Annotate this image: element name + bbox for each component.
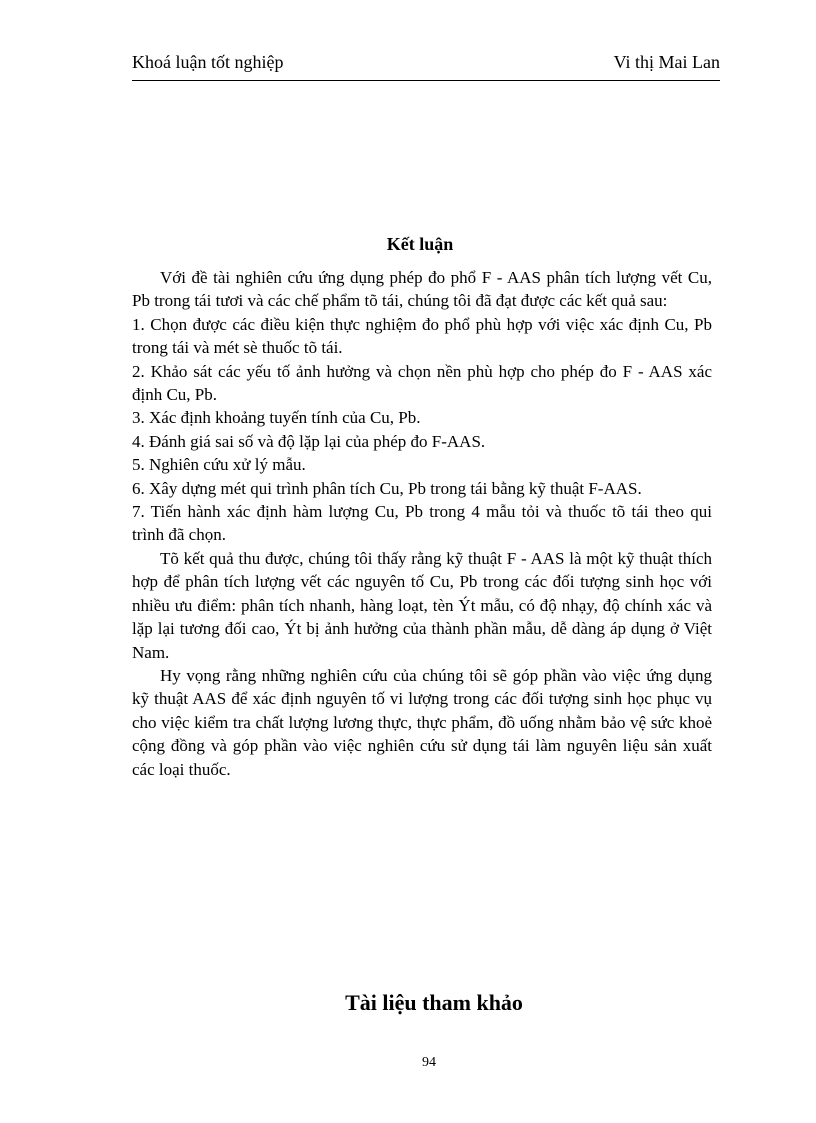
result-item-4: 4. Đánh giá sai số và độ lặp lại của phép đo F-AAS.: [132, 431, 486, 451]
conclusion-paragraph: Tõ kết quả thu được, chúng tôi thấy rằng kỹ thuật F - AAS là một kỹ thuật thích hợp để phân tích lượng vết các nguyên tố Cu, Pb trong các đối tượng sinh học với nhiều ưu điểm: phân tích nhanh, hàng loạt, tèn Ýt mẫu, có độ nhạy, độ chính xác và lặp lại tương đối cao, Ýt bị ảnh hưởng của thành phần mẫu, dễ dàng áp dụng ở Việt Nam.: [132, 548, 712, 662]
result-item-6: 6. Xây dựng mét qui trình phân tích Cu, Pb trong tái bằng kỹ thuật F-AAS.: [132, 478, 642, 498]
result-item-2: 2. Khảo sát các yếu tố ảnh hưởng và chọn nền phù hợp cho phép đo F - AAS xác định Cu, Pb.: [132, 361, 712, 405]
result-item-5: 5. Nghiên cứu xử lý mẫu.: [132, 455, 306, 475]
result-item-1: 1. Chọn được các điều kiện thực nghiệm đo phổ phù hợp với việc xác định Cu, Pb trong tái và mét sè thuốc tõ tái.: [132, 314, 712, 358]
result-item-7: 7. Tiến hành xác định hàm lượng Cu, Pb trong 4 mẫu tỏi và thuốc tõ tái theo qui trình đã chọn.: [132, 502, 712, 545]
page-number: 94: [422, 1055, 436, 1070]
hope-paragraph: Hy vọng rằng những nghiên cứu của chúng tôi sẽ góp phần vào việc ứng dụng kỹ thuật AAS để xác định nguyên tố vi lượng trong các đối tượng sinh học phục vụ cho việc kiểm tra chất lượng lương thực, thực phẩm, đồ uống nhằm bảo vệ sức khoẻ cộng đồng và góp phần vào việc nghiên cứu sử dụng tái làm nguyên liệu sản xuất các loại thuốc.: [132, 665, 712, 779]
header-author: Vi thị Mai Lan: [613, 52, 720, 72]
intro-paragraph: Với đề tài nghiên cứu ứng dụng phép đo phổ F - AAS phân tích lượng vết Cu, Pb trong tái tươi và các chế phẩm tõ tái, chúng tôi đã đạt được các kết quả sau:: [132, 268, 712, 311]
section-title: Kết luận: [386, 234, 454, 254]
references-title: Tài liệu tham khảo: [345, 990, 523, 1015]
page-header: [132, 50, 720, 81]
header-thesis-label: Khoá luận tốt nghiệp: [132, 52, 284, 72]
conclusion-body: [132, 266, 712, 781]
result-item-3: 3. Xác định khoảng tuyến tính của Cu, Pb.: [132, 408, 421, 428]
